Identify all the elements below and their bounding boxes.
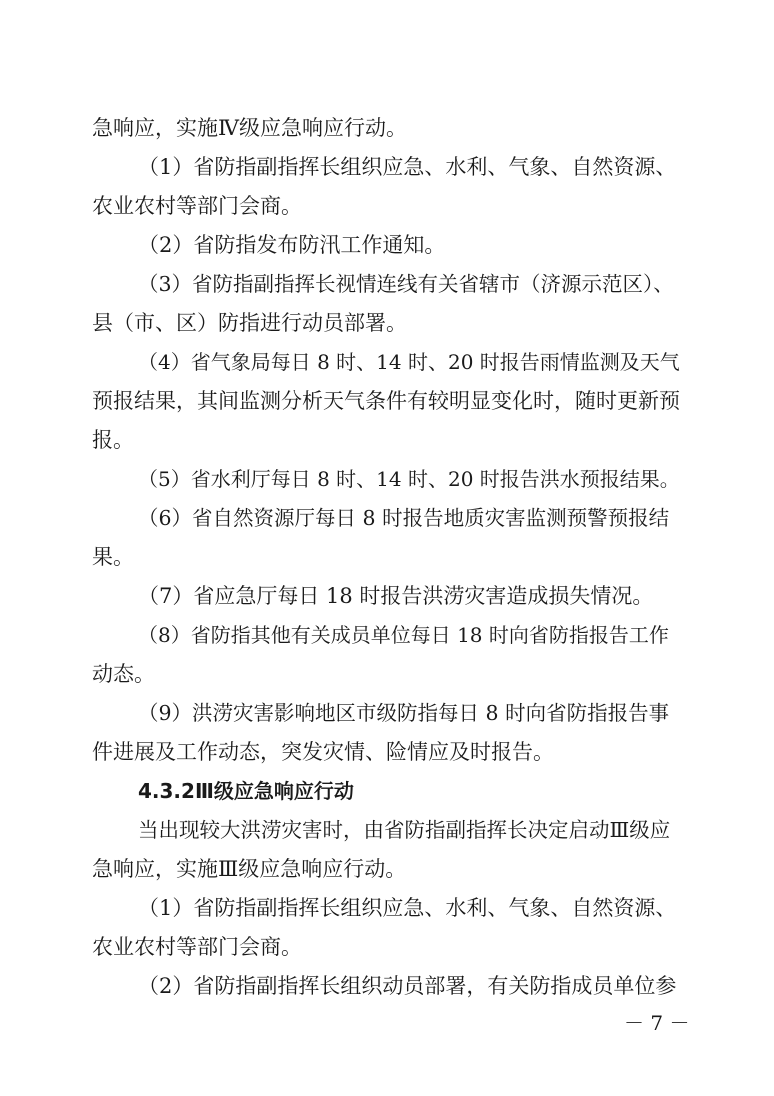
list-item-1: （1）省防指副指挥长组织应急、水利、气象、自然资源、 (138, 896, 677, 920)
section-heading: 4.3.2Ⅲ级应急响应行动 (138, 779, 354, 803)
list-item-3: （3）省防指副指挥长视情连线有关省辖市（济源示范区）、 (138, 272, 674, 296)
text-line: 报。 (92, 428, 134, 452)
list-item-6: （6）省自然资源厅每日 8 时报告地质灾害监测预警预报结 (138, 506, 670, 530)
page-number: － 7 － (624, 1011, 690, 1035)
list-item-9: （9）洪涝灾害影响地区市级防指每日 8 时向省防指报告事 (138, 701, 670, 725)
text-line: 农业农村等部门会商。 (92, 935, 302, 959)
list-item-2: （2）省防指副指挥长组织动员部署，有关防指成员单位参 (138, 974, 677, 998)
text-line: 动态。 (92, 662, 155, 686)
text-line: 县（市、区）防指进行动员部署。 (92, 311, 407, 335)
list-item-4: （4）省气象局每日 8 时、14 时、20 时报告雨情监测及天气 (138, 350, 680, 374)
list-item-5: （5）省水利厅每日 8 时、14 时、20 时报告洪水预报结果。 (138, 467, 680, 491)
list-item-7: （7）省应急厅每日 18 时报告洪涝灾害造成损失情况。 (138, 584, 654, 608)
text-line: 果。 (92, 545, 134, 569)
text-line: 件进展及工作动态，突发灾情、险情应及时报告。 (92, 740, 554, 764)
text-line: 预报结果，其间监测分析天气条件有较明显变化时，随时更新预 (92, 389, 680, 413)
text-line: 急响应，实施Ⅲ级应急响应行动。 (92, 857, 407, 881)
text-line: 农业农村等部门会商。 (92, 194, 302, 218)
list-item-2: （2）省防指发布防汛工作通知。 (138, 233, 446, 257)
list-item-8: （8）省防指其他有关成员单位每日 18 时向省防指报告工作 (138, 623, 669, 647)
list-item-1: （1）省防指副指挥长组织应急、水利、气象、自然资源、 (138, 155, 677, 179)
text-line: 急响应，实施Ⅳ级应急响应行动。 (92, 116, 407, 140)
paragraph-start: 当出现较大洪涝灾害时，由省防指副指挥长决定启动Ⅲ级应 (138, 818, 671, 842)
